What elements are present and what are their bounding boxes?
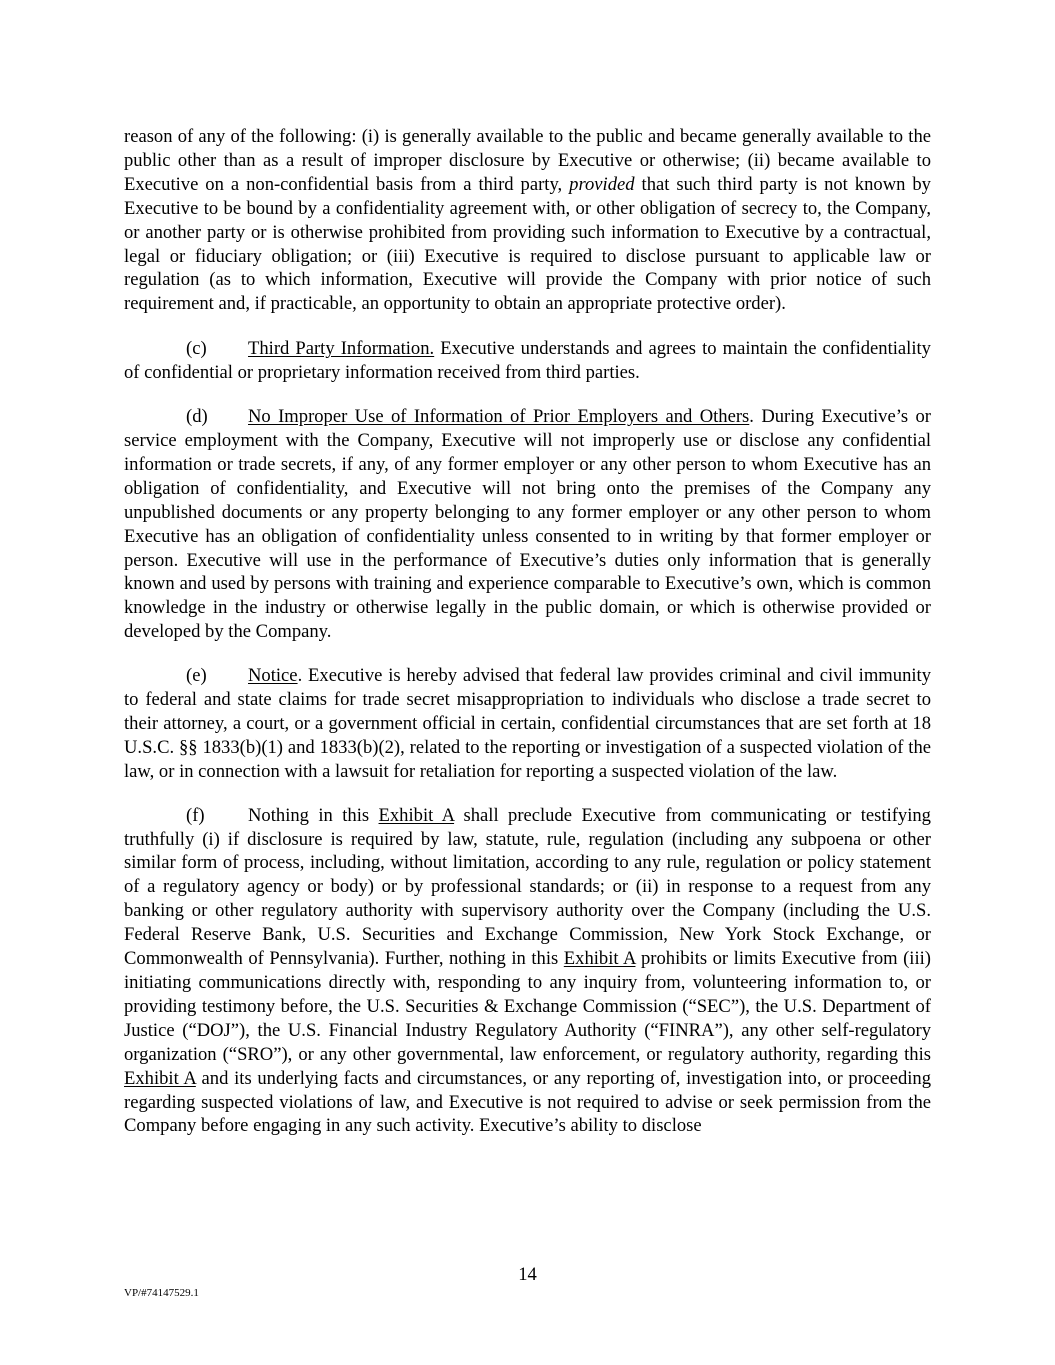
- paragraph-d-label: (d): [186, 406, 208, 428]
- paragraph-c-text: Executive understands and agrees to maintain the confidentiality of confidential or proprietary information received from third parties.: [124, 338, 931, 384]
- paragraph-c-heading: Third Party Information.: [248, 338, 435, 360]
- paragraph-d-heading: No Improper Use of Information of Prior Employers and Others: [248, 406, 750, 428]
- document-id: VP/#74147529.1: [124, 1287, 199, 1299]
- paragraph-e-text: . Executive is hereby advised that federal law provides criminal and civil immunity to federal and state claims for trade secret misappropriation to individuals who disclose a trade secret to their attorney, a court, or a government official in certain, confidential circumstances that are set forth at 18 U.S.C. §§ 1833(b)(1) and 1833(b)(2), related to the reporting or investigation of a suspected violation of the law, or in connection with a lawsuit for retaliation for reporting a suspected violation of the law.: [124, 665, 931, 782]
- paragraph-f-text-2: shall preclude Executive from communicating or testifying truthfully (i) if disclosure is required by law, statute, rule, regulation (including any subpoena or other similar form of process, including, without limitation, according to any rule, regulation or policy statement of a regulatory agency or body) or by professional standards; or (ii) in response to a request from any banking or other regulatory authority with supervisory authority over the Company (including the U.S. Federal Reserve Bank, U.S. Securities and Exchange Commission, New York Stock Exchange, or Commonwealth of Pennsylvania). Further, nothing in this: [124, 804, 931, 970]
- provided-italic-term: provided: [569, 173, 635, 195]
- paragraph-d: [124, 405, 931, 644]
- paragraph-intro-text-2: that such third party is not known by Executive to be bound by a confidentiality agreement with, or other obligation of secrecy to, the Company, or another party or is otherwise prohibited from providing such information to Executive by a contractual, legal or fiduciary obligation; or (iii) Executive is required to disclose pursuant to applicable law or regulation (as to which information, Executive will provide the Company with prior notice of such requirement and, if practicable, an opportunity to obtain an appropriate protective order).: [124, 173, 931, 315]
- exhibit-a-reference-1: Exhibit A: [378, 804, 455, 826]
- paragraph-e-heading: Notice: [248, 665, 298, 687]
- paragraph-e: [124, 664, 931, 784]
- page-number: 14: [518, 1264, 537, 1285]
- document-body: [124, 125, 931, 1158]
- paragraph-f-label: (f): [186, 804, 205, 826]
- paragraph-f-text-3: prohibits or limits Executive from (iii) initiating communications directly with, responding to any inquiry from, volunteering information to, or providing testimony before, the U.S. Securities & Exchange Commission (“SEC”), the U.S. Department of Justice (“DOJ”), the U.S. Financial Industry Regulatory Authority (“FINRA”), any other self-regulatory organization (“SRO”), or any other governmental, law enforcement, or regulatory authority, regarding this: [124, 948, 931, 1065]
- paragraph-d-text: . During Executive’s or service employment with the Company, Executive will not improperly use or disclose any confidential information or trade secrets, if any, of any former employer or any other person to whom Executive has an obligation of confidentiality, and Executive will not bring onto the premises of the Company any unpublished documents or any property belonging to any former employer or any other person to whom Executive has an obligation of confidentiality unless consented to in writing by that former employer or person. Executive will use in the performance of Executive’s duties only information that is generally known and used by persons with training and experience comparable to Executive’s own, which is common knowledge in the industry or otherwise legally in the public domain, or which is otherwise provided or developed by the Company.: [124, 406, 931, 643]
- paragraph-intro-text-1: reason of any of the following: (i) is generally available to the public and became generally available to the public other than as a result of improper disclosure by Executive or otherwise; (ii) became available to Executive on a non-confidential basis from a third party,: [124, 126, 931, 195]
- paragraph-f-text-4: and its underlying facts and circumstances, or any reporting of, investigation into, or proceeding regarding suspected violations of law, and Executive is not required to advise or seek permission from the Company before engaging in any such activity. Executive’s ability to disclose: [124, 1067, 931, 1137]
- exhibit-a-reference-3: Exhibit A: [124, 1067, 196, 1089]
- paragraph-e-label: (e): [186, 665, 207, 687]
- paragraph-c: [124, 337, 931, 385]
- paragraph-intro: [124, 125, 931, 316]
- paragraph-c-label: (c): [186, 338, 207, 360]
- paragraph-f: [124, 804, 931, 1139]
- paragraph-f-text-1: Nothing in this: [248, 804, 379, 826]
- exhibit-a-reference-2: Exhibit A: [563, 948, 636, 970]
